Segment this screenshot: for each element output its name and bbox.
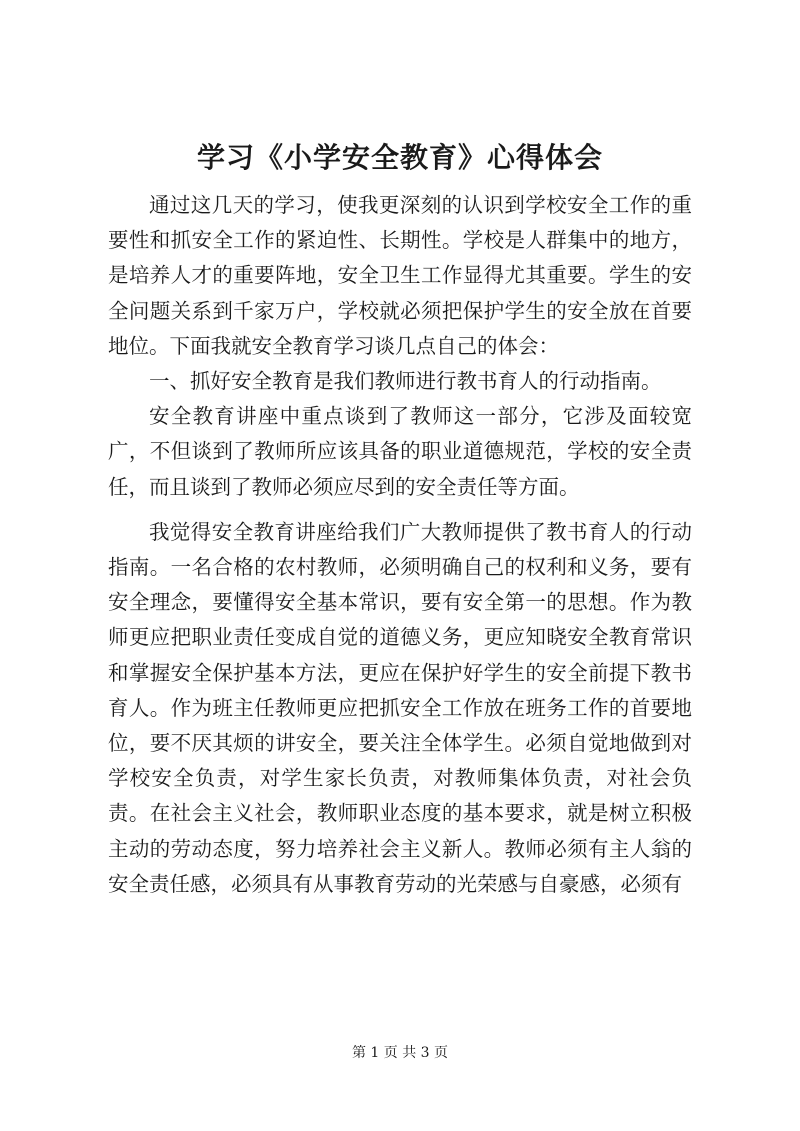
paragraph-guidance: 我觉得安全教育讲座给我们广大教师提供了教书育人的行动指南。一名合格的农村教师，必须明确自己的权利和义务，要有安全理念，要懂得安全基本常识，要有安全第一的思想。作为教师更应把职业责任变成自觉的道德义务，更应知晓安全教育常识和掌握安全保护基本方法，更应在保护好学生的安全前提下教书育人。作为班主任教师更应把抓安全工作放在班务工作的首要地位，要不厌其烦的讲安全，要关注全体学生。必须自觉地做到对学校安全负责，对学生家长负责，对教师集体负责，对社会负责。在社会主义社会，教师职业态度的基本要求，就是树立积极主动的劳动态度，努力培养社会主义新人。教师必须有主人翁的安全责任感，必须具有从事教育劳动的光荣感与自豪感，必须有 (108, 519, 692, 896)
document-title: 学习《小学安全教育》心得体会 (196, 141, 603, 174)
paragraph-lecture: 安全教育讲座中重点谈到了教师这一部分，它涉及面较宽广，不但谈到了教师所应该具备的职业道德规范，学校的安全责任，而且谈到了教师必须应尽到的安全责任等方面。 (108, 404, 692, 499)
document-body (108, 188, 692, 902)
paragraph-intro: 通过这几天的学习，使我更深刻的认识到学校安全工作的重要性和抓安全工作的紧迫性、长期性。学校是人群集中的地方，是培养人才的重要阵地，安全卫生工作显得尤其重要。学生的安全问题关系到千家万户，学校就必须把保护学生的安全放在首要地位。下面我就安全教育学习谈几点自己的体会： (108, 193, 692, 358)
paragraph-heading-one: 一、抓好安全教育是我们教师进行教书育人的行动指南。 (149, 369, 662, 394)
page-number-footer: 第 1 页 共 3 页 (351, 1045, 449, 1061)
